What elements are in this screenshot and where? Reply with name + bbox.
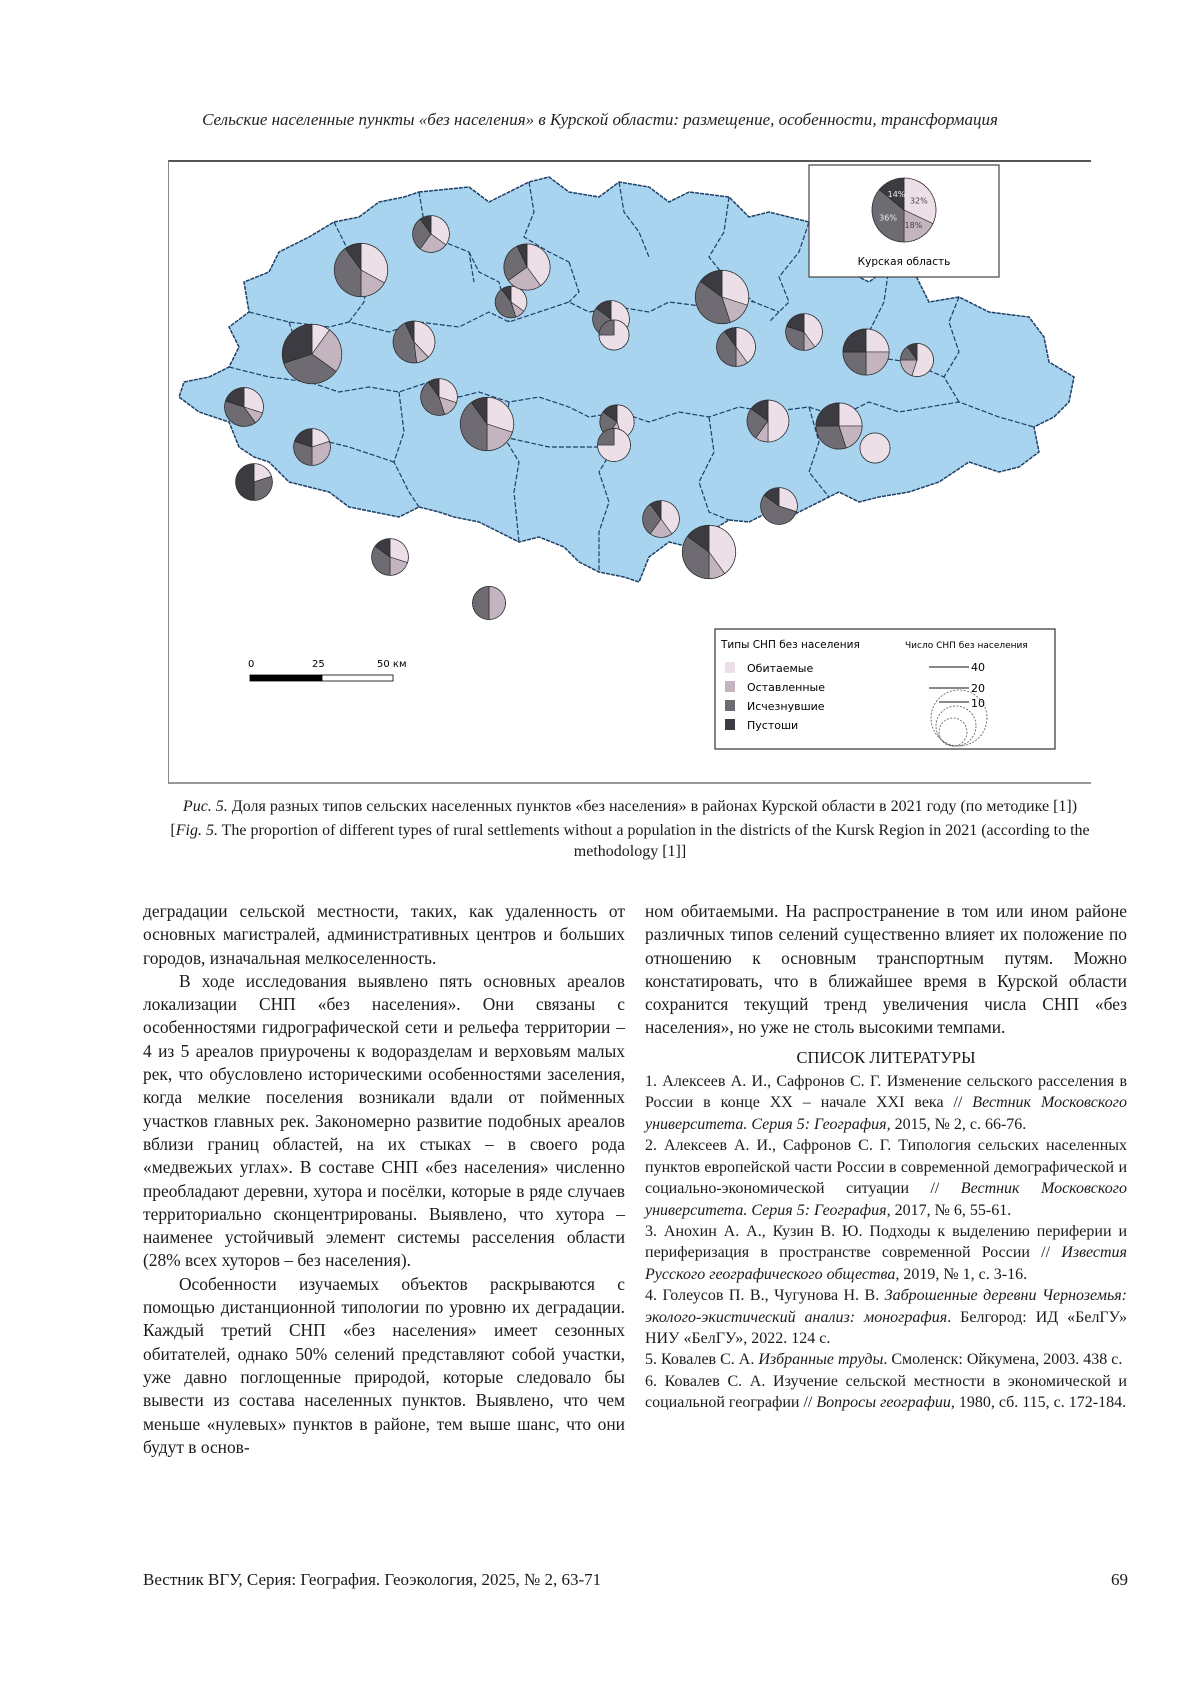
legend-label-wasteland: Пустоши (747, 719, 799, 732)
legend-swatch-abandoned (725, 681, 735, 692)
caption-en-text: The proportion of different types of rural settlements without a population in the districts of the Kursk Region in 2021 (according to the methodology [1]] (217, 822, 1090, 860)
journal-citation: Вестник ВГУ, Серия: География. Геоэкология, 2025, № 2, 63-71 (143, 1570, 602, 1589)
references-title: СПИСОК ЛИТЕРАТУРЫ (796, 1047, 976, 1067)
district-pie (786, 314, 823, 351)
running-head: Сельские населенные пункты «без населения» в Курской области: размещение, особенности, трансформация (202, 110, 998, 129)
reference-item: 5. Ковалев С. А. Избранные труды. Смоленск: Ойкумена, 2003. 438 с. (645, 1351, 1123, 1369)
district-pie (421, 379, 458, 416)
district-pie (695, 270, 748, 323)
district-pie (682, 525, 735, 578)
pie-slice-abandoned (489, 586, 506, 619)
district-pie (643, 501, 680, 538)
reference-item: 2. Алексеев А. И., Сафронов С. Г. Типология сельских населенных пунктов европейской части России в современной демографической и социально-экономической ситуации // Вестник Московского университета. Серия 5: География, 2017, № 6, 55-61. (645, 1137, 1127, 1219)
page-number: 69 (1111, 1570, 1128, 1589)
district-pie (761, 488, 798, 525)
legend-label-inhabited: Обитаемые (747, 662, 814, 675)
reference-item: 4. Голеусов П. В., Чугунова Н. В. Заброшенные деревни Черноземья: эколого-экистический анализ: монография. Белгород: ИД «БелГУ» НИУ «БелГУ», 2022. 124 с. (645, 1287, 1128, 1347)
left-column (143, 900, 625, 1459)
page-footer (143, 1570, 1128, 1590)
map-canvas (169, 162, 1091, 782)
district-pie (597, 428, 630, 461)
district-pie (294, 429, 331, 466)
inset-slice-label: 32% (909, 196, 928, 206)
district-pie (334, 243, 387, 296)
district-pie (900, 343, 933, 376)
scale-label-0: 0 (248, 659, 255, 670)
scale-segment-white (322, 675, 393, 681)
district-pie (495, 286, 527, 318)
reference-item: 3. Анохин А. А., Кузин В. Ю. Подходы к выделению периферии и периферизация в пространстве современной России // Известия Русского географического общества, 2019, № 1, с. 3-16. (645, 1222, 1127, 1283)
reference-list (645, 1071, 1127, 1414)
district-pie (599, 320, 629, 350)
paragraph: В ходе исследования выявлено пять основных ареалов локализации СНП «без населения». Они связаны с особенностями гидрографической сети и рельефа территории – 4 из 5 ареалов приурочены к водоразделам и верховьям малых рек, что обусловлено историческими особенностями заселения, когда мелкие поселения возникали вдали от пойменных участков главных рек. Закономерно развитие подобных ареалов вблизи границ областей, на их стыках – в своего рода «медвежьих углах». В составе СНП «без населения» численно преобладают деревни, хутора и посёлки, которые в ряде случаев территориально сконцентрированы. Выявлено, что хутора – наименее устойчивый элемент системы расселения области (28% всех хуторов – без населения). (143, 970, 625, 1271)
paragraph: Особенности изучаемых объектов раскрываются с помощью дистанционной типологии по уровню их деградации. Каждый третий СНП «без населения» имеет сезонных обитателей, однако 50% селений представляют собой участки, уже давно поглощенные природой, которые следовало бы вывести из состава населенных пунктов. Выявлено, что чем меньше «нулевых» пунктов в районе, тем выше шанс, что они будут в основ- (143, 1273, 625, 1457)
map-legend (715, 629, 1055, 749)
district-pie (747, 400, 789, 442)
caption-ru-prefix: Рис. 5. (182, 798, 228, 815)
scale-segment-black (250, 675, 322, 681)
district-pie (460, 397, 513, 450)
district-pie (372, 539, 409, 576)
inset-slice-label: 18% (904, 220, 923, 230)
legend-size-title: Число СНП без населения (905, 641, 1028, 651)
legend-types-title: Типы СНП без населения (721, 639, 860, 651)
figure-caption (150, 796, 1110, 862)
district-pie (504, 244, 550, 290)
scale-label-50: 50 км (377, 659, 407, 670)
scale-bar (248, 659, 407, 681)
figure-map (168, 160, 1091, 784)
district-pie (472, 586, 505, 619)
district-pie (717, 328, 756, 367)
paragraph: ном обитаемыми. На распространение в том или ином районе различных типов селений существенно влияет их положение по отношению к основным транспортным путям. Можно констатировать, что в ближайшее время в Курской области сохранится текущий тренд увеличения числа СНП «без населения», но уже не столь высокими темпами. (645, 901, 1127, 1038)
legend-label-abandoned: Оставленные (747, 681, 825, 694)
district-pie (282, 324, 342, 384)
inset-label: Курская область (857, 256, 951, 268)
inset-slice-label: 36% (879, 213, 897, 223)
district-pie (225, 388, 264, 427)
right-column (645, 900, 1127, 1414)
inset-pie (872, 178, 936, 242)
district-pie (816, 403, 862, 449)
pie-slice-vanished (472, 586, 489, 619)
scale-label-25: 25 (312, 659, 325, 670)
pie-slice-wasteland (236, 464, 254, 501)
district-pie (860, 433, 890, 463)
size-label-20: 20 (971, 682, 985, 695)
district-pie (413, 216, 450, 253)
legend-swatch-vanished (725, 700, 735, 711)
district-pie (393, 321, 435, 363)
reference-item: 6. Ковалев С. А. Изучение сельской местности в экономической и социальной географии // Вопросы географии, 1980, сб. 115, с. 172-184. (645, 1372, 1127, 1412)
caption-en (150, 820, 1110, 862)
district-pie (843, 329, 889, 375)
size-label-40: 40 (971, 661, 985, 674)
caption-en-bracket: [ (170, 822, 176, 839)
caption-ru (150, 796, 1110, 817)
legend-swatch-inhabited (725, 662, 735, 673)
legend-swatch-wasteland (725, 719, 735, 730)
size-label-10: 10 (971, 697, 985, 710)
legend-label-vanished: Исчезнувшие (747, 700, 825, 713)
reference-item: 1. Алексеев А. И., Сафронов С. Г. Изменение сельского расселения в России в конце XX – начале XXI века // Вестник Московского университета. Серия 5: География, 2015, № 2, с. 66-76. (645, 1073, 1127, 1133)
caption-ru-text: Доля разных типов сельских населенных пунктов «без населения» в районах Курской области в 2021 году (по методике [1]) (227, 798, 1078, 815)
district-pie (236, 464, 273, 501)
caption-en-prefix: Fig. 5. (175, 822, 218, 839)
paragraph: деградации сельской местности, таких, как удаленность от основных магистралей, административных центров и больших городов, изначальная мелкоселенность. (143, 901, 625, 968)
inset-region-total (809, 165, 999, 277)
inset-slice-label: 14% (887, 190, 906, 200)
